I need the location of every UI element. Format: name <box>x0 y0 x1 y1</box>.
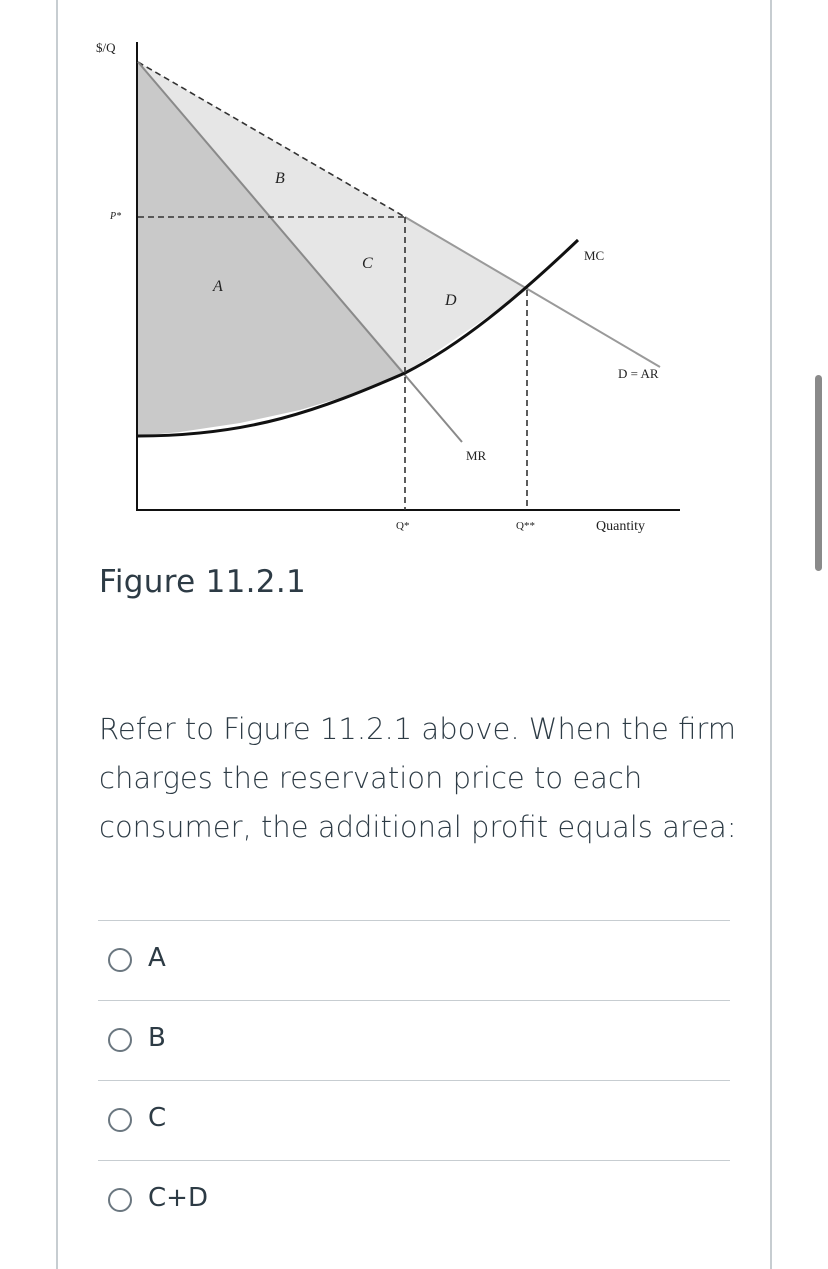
answer-label: B <box>148 1023 166 1053</box>
content-left-border <box>56 0 58 1269</box>
answer-label: C+D <box>148 1183 208 1213</box>
demand-label: D = AR <box>618 366 659 381</box>
answer-label: C <box>148 1103 167 1133</box>
answer-option-a[interactable] <box>98 920 730 1000</box>
area-d-label: D <box>445 292 457 309</box>
area-a-label: A <box>213 278 223 295</box>
radio-button[interactable] <box>108 1108 132 1132</box>
figure-image <box>90 30 690 550</box>
radio-button[interactable] <box>108 1028 132 1052</box>
price-discrimination-diagram <box>90 30 690 550</box>
question-text: Refer to Figure 11.2.1 above. When the firm charges the reservation price to each consumer, the additional profit equals area: <box>99 712 737 844</box>
mr-label: MR <box>466 448 487 463</box>
x-axis-label: Quantity <box>596 519 645 534</box>
area-c-label: C <box>362 255 373 272</box>
radio-button[interactable] <box>108 948 132 972</box>
area-b-label: B <box>275 170 285 187</box>
q-double-star-label: Q** <box>516 520 535 532</box>
answer-option-b[interactable] <box>98 1000 730 1080</box>
answer-option-c-plus-d[interactable] <box>98 1160 730 1240</box>
answer-list <box>98 920 730 1240</box>
mc-label: MC <box>584 248 605 263</box>
figure-caption: Figure 11.2.1 <box>99 564 307 600</box>
radio-button[interactable] <box>108 1188 132 1212</box>
p-star-label: P* <box>110 211 122 222</box>
content-right-border <box>770 0 772 1269</box>
q-star-label: Q* <box>396 520 410 532</box>
answer-label: A <box>148 943 166 973</box>
answer-option-c[interactable] <box>98 1080 730 1160</box>
y-axis-label: $/Q <box>96 40 116 55</box>
scrollbar-thumb[interactable] <box>815 375 822 571</box>
